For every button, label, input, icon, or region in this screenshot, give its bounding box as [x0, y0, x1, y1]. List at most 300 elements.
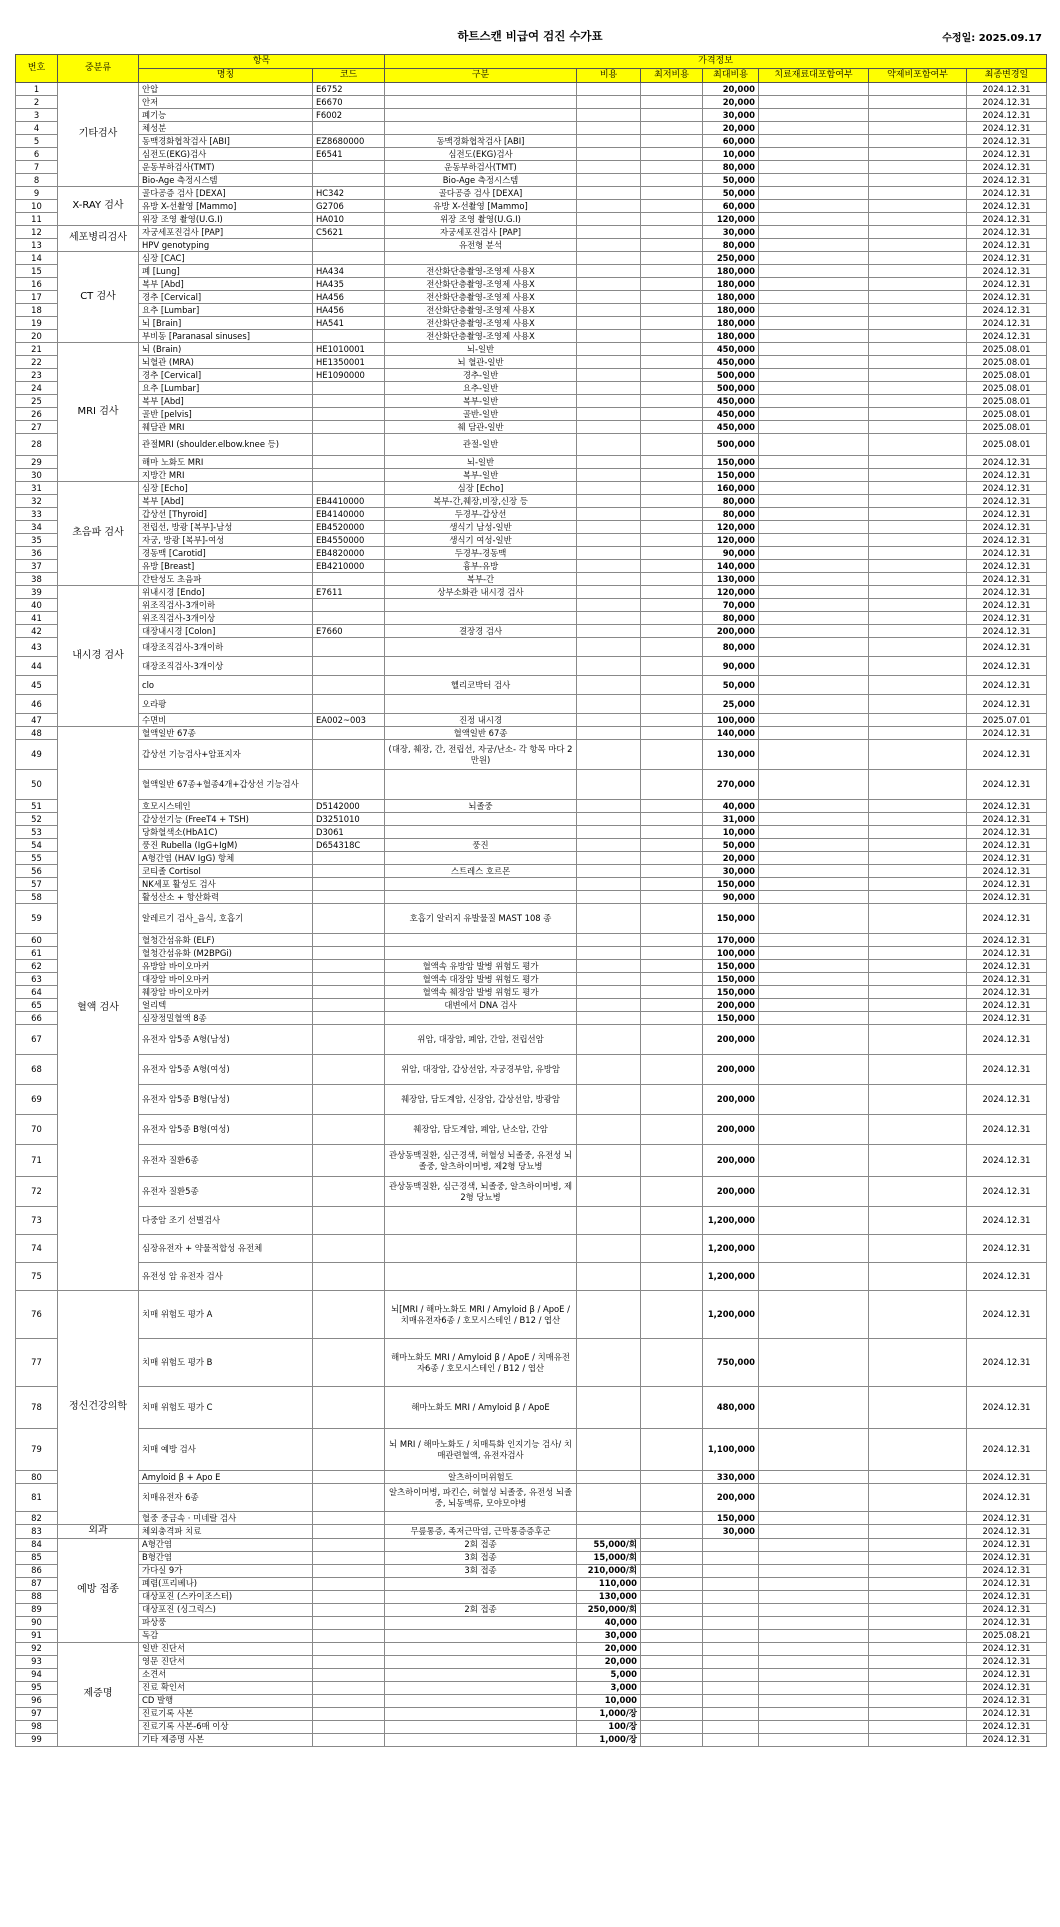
cell-division: 전산화단층촬영-조영제 사용X — [385, 278, 577, 291]
cell-max-cost: 200,000 — [703, 999, 759, 1012]
cell-code — [313, 122, 385, 135]
table-row — [16, 1512, 1047, 1525]
cell-last-changed: 2024.12.31 — [967, 852, 1047, 865]
cell-max-cost: 140,000 — [703, 727, 759, 740]
cell-last-changed: 2024.12.31 — [967, 1145, 1047, 1177]
table-row — [16, 1616, 1047, 1629]
cell-drug-included — [869, 1616, 967, 1629]
cell-min-cost — [641, 599, 703, 612]
cell-max-cost: 120,000 — [703, 534, 759, 547]
cell-cost — [577, 482, 641, 495]
cell-division: 혈액속 췌장암 발병 위험도 평가 — [385, 986, 577, 999]
table-row — [16, 1055, 1047, 1085]
cell-last-changed: 2024.12.31 — [967, 770, 1047, 800]
cell-division: 3회 접종 — [385, 1564, 577, 1577]
cell-no: 40 — [16, 599, 58, 612]
cell-name: B형간염 — [139, 1551, 313, 1564]
table-row — [16, 226, 1047, 239]
cell-min-cost — [641, 638, 703, 657]
cell-code: EB4550000 — [313, 534, 385, 547]
cell-max-cost: 100,000 — [703, 714, 759, 727]
table-row — [16, 1085, 1047, 1115]
cell-code — [313, 934, 385, 947]
cell-code — [313, 1564, 385, 1577]
cell-material-included — [759, 1115, 869, 1145]
cell-max-cost: 150,000 — [703, 973, 759, 986]
cell-min-cost — [641, 547, 703, 560]
table-row — [16, 740, 1047, 770]
cell-min-cost — [641, 560, 703, 573]
table-row — [16, 1642, 1047, 1655]
cell-cost — [577, 508, 641, 521]
cell-code: HA010 — [313, 213, 385, 226]
cell-name: 골다공증 검사 [DEXA] — [139, 187, 313, 200]
cell-division: 진정 내시경 — [385, 714, 577, 727]
table-row — [16, 1429, 1047, 1471]
cell-min-cost — [641, 813, 703, 826]
cell-min-cost — [641, 148, 703, 161]
cell-min-cost — [641, 1577, 703, 1590]
cell-code: EA002~003 — [313, 714, 385, 727]
cell-name: 체성분 — [139, 122, 313, 135]
cell-cost — [577, 265, 641, 278]
revision-date: 수정일: 2025.09.17 — [942, 33, 1042, 44]
cell-max-cost: 80,000 — [703, 508, 759, 521]
cell-division — [385, 1012, 577, 1025]
cell-cost — [577, 947, 641, 960]
cell-cost — [577, 135, 641, 148]
cell-cost — [577, 239, 641, 252]
cell-code: EB4140000 — [313, 508, 385, 521]
table-row — [16, 878, 1047, 891]
cell-no: 16 — [16, 278, 58, 291]
table-row — [16, 1235, 1047, 1263]
cell-cost: 10,000 — [577, 1694, 641, 1707]
cell-name: 경추 [Cervical] — [139, 291, 313, 304]
table-row — [16, 1629, 1047, 1642]
cell-name: 유방 X-선촬영 [Mammo] — [139, 200, 313, 213]
table-row — [16, 813, 1047, 826]
cell-division — [385, 1207, 577, 1235]
cell-drug-included — [869, 148, 967, 161]
cell-drug-included — [869, 534, 967, 547]
cell-no: 45 — [16, 676, 58, 695]
cell-material-included — [759, 252, 869, 265]
cell-cost — [577, 1055, 641, 1085]
col-price-group: 가격정보 — [385, 55, 1047, 69]
cell-max-cost — [703, 1733, 759, 1746]
cell-last-changed: 2024.12.31 — [967, 1207, 1047, 1235]
cell-last-changed: 2024.12.31 — [967, 96, 1047, 109]
cell-name: 치매 위험도 평가 C — [139, 1387, 313, 1429]
cell-code — [313, 174, 385, 187]
cell-no: 76 — [16, 1291, 58, 1339]
cell-no: 8 — [16, 174, 58, 187]
cell-max-cost: 180,000 — [703, 317, 759, 330]
cell-material-included — [759, 612, 869, 625]
cell-drug-included — [869, 421, 967, 434]
cell-category: 정신건강의학 — [58, 1291, 139, 1525]
cell-drug-included — [869, 1055, 967, 1085]
cell-cost: 1,000/장 — [577, 1707, 641, 1720]
cell-max-cost — [703, 1668, 759, 1681]
cell-no: 75 — [16, 1263, 58, 1291]
cell-division: (대장, 췌장, 간, 전립선, 자궁/난소- 각 항목 마다 2만원) — [385, 740, 577, 770]
table-row — [16, 1525, 1047, 1539]
cell-no: 64 — [16, 986, 58, 999]
cell-division: 심장 [Echo] — [385, 482, 577, 495]
cell-min-cost — [641, 421, 703, 434]
cell-cost — [577, 304, 641, 317]
cell-division: 무릎통증, 족저근막염, 근막통증증후군 — [385, 1525, 577, 1539]
cell-max-cost: 200,000 — [703, 1085, 759, 1115]
cell-drug-included — [869, 356, 967, 369]
cell-code: EZ8680000 — [313, 135, 385, 148]
cell-drug-included — [869, 1207, 967, 1235]
table-row — [16, 317, 1047, 330]
cell-name: 위조직검사-3개이상 — [139, 612, 313, 625]
cell-code: D654318C — [313, 839, 385, 852]
cell-material-included — [759, 1471, 869, 1484]
cell-min-cost — [641, 343, 703, 356]
cell-last-changed: 2024.12.31 — [967, 1263, 1047, 1291]
cell-code: HE1350001 — [313, 356, 385, 369]
cell-max-cost: 180,000 — [703, 330, 759, 343]
cell-name: 운동부하검사(TMT) — [139, 161, 313, 174]
cell-name: 독감 — [139, 1629, 313, 1642]
cell-cost — [577, 839, 641, 852]
cell-no: 36 — [16, 547, 58, 560]
cell-min-cost — [641, 83, 703, 96]
cell-cost — [577, 456, 641, 469]
cell-material-included — [759, 135, 869, 148]
cell-drug-included — [869, 1668, 967, 1681]
cell-material-included — [759, 508, 869, 521]
cell-last-changed: 2024.12.31 — [967, 226, 1047, 239]
cell-name: 뇌혈관 (MRA) — [139, 356, 313, 369]
cell-cost: 55,000/회 — [577, 1538, 641, 1551]
cell-max-cost: 500,000 — [703, 434, 759, 456]
cell-last-changed: 2024.12.31 — [967, 83, 1047, 96]
cell-min-cost — [641, 356, 703, 369]
cell-code — [313, 1387, 385, 1429]
cell-material-included — [759, 657, 869, 676]
cell-cost — [577, 714, 641, 727]
cell-last-changed: 2024.12.31 — [967, 586, 1047, 599]
cell-division: 알츠하이머병, 파킨슨, 허혈성 뇌졸중, 유전성 뇌졸중, 뇌동맥류, 모야모야병 — [385, 1484, 577, 1512]
cell-name: 대장암 바이오마커 — [139, 973, 313, 986]
cell-material-included — [759, 122, 869, 135]
cell-max-cost: 25,000 — [703, 695, 759, 714]
cell-division — [385, 1577, 577, 1590]
cell-min-cost — [641, 1055, 703, 1085]
cell-min-cost — [641, 495, 703, 508]
cell-drug-included — [869, 434, 967, 456]
cell-max-cost — [703, 1655, 759, 1668]
cell-name: 전립선, 방광 [복부]-남성 — [139, 521, 313, 534]
cell-last-changed: 2024.12.31 — [967, 934, 1047, 947]
cell-division: 혈액일반 67종 — [385, 727, 577, 740]
cell-name: 동맥경화협착검사 [ABI] — [139, 135, 313, 148]
cell-cost — [577, 612, 641, 625]
cell-drug-included — [869, 695, 967, 714]
cell-no: 85 — [16, 1551, 58, 1564]
cell-no: 89 — [16, 1603, 58, 1616]
cell-drug-included — [869, 904, 967, 934]
cell-last-changed: 2024.12.31 — [967, 1590, 1047, 1603]
table-row — [16, 657, 1047, 676]
cell-no: 52 — [16, 813, 58, 826]
cell-material-included — [759, 343, 869, 356]
cell-min-cost — [641, 1681, 703, 1694]
cell-cost — [577, 534, 641, 547]
cell-name: CD 발행 — [139, 1694, 313, 1707]
cell-division — [385, 599, 577, 612]
cell-code — [313, 1115, 385, 1145]
cell-division: 뇌졸중 — [385, 800, 577, 813]
cell-name: 췌장암 바이오마커 — [139, 986, 313, 999]
cell-min-cost — [641, 122, 703, 135]
cell-max-cost: 130,000 — [703, 740, 759, 770]
cell-category: MRI 검사 — [58, 343, 139, 482]
cell-cost — [577, 1387, 641, 1429]
cell-last-changed: 2024.12.31 — [967, 813, 1047, 826]
cell-cost — [577, 1115, 641, 1145]
cell-code — [313, 1616, 385, 1629]
table-row — [16, 1603, 1047, 1616]
cell-material-included — [759, 1525, 869, 1539]
cell-drug-included — [869, 174, 967, 187]
table-row — [16, 200, 1047, 213]
cell-no: 66 — [16, 1012, 58, 1025]
cell-material-included — [759, 934, 869, 947]
cell-no: 93 — [16, 1655, 58, 1668]
cell-max-cost: 30,000 — [703, 109, 759, 122]
cell-division — [385, 695, 577, 714]
cell-division — [385, 878, 577, 891]
cell-name: 코티졸 Cortisol — [139, 865, 313, 878]
cell-no: 20 — [16, 330, 58, 343]
cell-division: 스트레스 호르몬 — [385, 865, 577, 878]
cell-no: 18 — [16, 304, 58, 317]
table-row — [16, 96, 1047, 109]
cell-division: 전산화단층촬영-조영제 사용X — [385, 304, 577, 317]
cell-no: 72 — [16, 1177, 58, 1207]
table-row — [16, 612, 1047, 625]
cell-last-changed: 2024.12.31 — [967, 109, 1047, 122]
cell-min-cost — [641, 469, 703, 482]
cell-name: 오라팡 — [139, 695, 313, 714]
cell-material-included — [759, 395, 869, 408]
cell-division — [385, 1590, 577, 1603]
document-title: 하트스캔 비급여 검진 수가표 — [457, 29, 603, 43]
cell-max-cost: 150,000 — [703, 456, 759, 469]
cell-name: 대장조직검사-3개이상 — [139, 657, 313, 676]
cell-last-changed: 2024.12.31 — [967, 986, 1047, 999]
cell-no: 2 — [16, 96, 58, 109]
cell-max-cost: 50,000 — [703, 187, 759, 200]
cell-last-changed: 2025.08.01 — [967, 382, 1047, 395]
cell-min-cost — [641, 1145, 703, 1177]
cell-material-included — [759, 456, 869, 469]
cell-cost: 3,000 — [577, 1681, 641, 1694]
cell-no: 5 — [16, 135, 58, 148]
cell-max-cost: 150,000 — [703, 960, 759, 973]
cell-division — [385, 657, 577, 676]
cell-max-cost: 1,200,000 — [703, 1291, 759, 1339]
cell-drug-included — [869, 612, 967, 625]
cell-division — [385, 770, 577, 800]
cell-code — [313, 986, 385, 999]
cell-no: 26 — [16, 408, 58, 421]
cell-material-included — [759, 1564, 869, 1577]
cell-cost: 30,000 — [577, 1629, 641, 1642]
cell-division — [385, 1655, 577, 1668]
cell-code — [313, 638, 385, 657]
cell-material-included — [759, 986, 869, 999]
cell-name: 심장 [CAC] — [139, 252, 313, 265]
cell-division — [385, 1263, 577, 1291]
cell-min-cost — [641, 586, 703, 599]
cell-min-cost — [641, 1012, 703, 1025]
cell-no: 99 — [16, 1733, 58, 1746]
table-row — [16, 395, 1047, 408]
cell-no: 96 — [16, 1694, 58, 1707]
cell-max-cost: 150,000 — [703, 469, 759, 482]
cell-cost — [577, 1339, 641, 1387]
cell-min-cost — [641, 96, 703, 109]
cell-cost — [577, 1429, 641, 1471]
cell-last-changed: 2024.12.31 — [967, 330, 1047, 343]
cell-no: 1 — [16, 83, 58, 96]
cell-max-cost — [703, 1720, 759, 1733]
cell-max-cost: 120,000 — [703, 213, 759, 226]
cell-name: 체외충격파 치료 — [139, 1525, 313, 1539]
cell-code — [313, 1538, 385, 1551]
cell-cost — [577, 657, 641, 676]
cell-code — [313, 434, 385, 456]
table-row — [16, 174, 1047, 187]
cell-name: 골반 [pelvis] — [139, 408, 313, 421]
cell-drug-included — [869, 1694, 967, 1707]
cell-code: D5142000 — [313, 800, 385, 813]
cell-cost — [577, 252, 641, 265]
table-row — [16, 265, 1047, 278]
cell-cost — [577, 495, 641, 508]
cell-min-cost — [641, 999, 703, 1012]
cell-material-included — [759, 1603, 869, 1616]
cell-division — [385, 813, 577, 826]
cell-material-included — [759, 521, 869, 534]
cell-no: 84 — [16, 1538, 58, 1551]
cell-max-cost: 200,000 — [703, 625, 759, 638]
cell-min-cost — [641, 226, 703, 239]
cell-division: 결장경 검사 — [385, 625, 577, 638]
cell-drug-included — [869, 586, 967, 599]
table-row — [16, 586, 1047, 599]
cell-name: 심전도(EKG)검사 — [139, 148, 313, 161]
cell-drug-included — [869, 852, 967, 865]
table-row — [16, 252, 1047, 265]
table-row — [16, 560, 1047, 573]
cell-last-changed: 2024.12.31 — [967, 278, 1047, 291]
cell-max-cost: 200,000 — [703, 1177, 759, 1207]
cell-drug-included — [869, 770, 967, 800]
cell-min-cost — [641, 521, 703, 534]
cell-drug-included — [869, 265, 967, 278]
table-row — [16, 1681, 1047, 1694]
cell-no: 17 — [16, 291, 58, 304]
table-row — [16, 599, 1047, 612]
cell-min-cost — [641, 135, 703, 148]
cell-cost — [577, 226, 641, 239]
cell-name: 진료 확인서 — [139, 1681, 313, 1694]
cell-code — [313, 599, 385, 612]
cell-material-included — [759, 495, 869, 508]
cell-code — [313, 421, 385, 434]
table-row — [16, 960, 1047, 973]
col-item-group: 항목 — [139, 55, 385, 69]
cell-last-changed: 2024.12.31 — [967, 904, 1047, 934]
cell-division: 해마노화도 MRI / Amyloid β / ApoE / 치매유전자6종 / 호모시스테인 / B12 / 엽산 — [385, 1339, 577, 1387]
cell-max-cost: 40,000 — [703, 800, 759, 813]
table-row — [16, 495, 1047, 508]
cell-name: 갑상선 [Thyroid] — [139, 508, 313, 521]
cell-code — [313, 878, 385, 891]
cell-cost — [577, 560, 641, 573]
cell-drug-included — [869, 1471, 967, 1484]
cell-drug-included — [869, 1642, 967, 1655]
cell-no: 38 — [16, 573, 58, 586]
cell-code — [313, 1590, 385, 1603]
cell-min-cost — [641, 826, 703, 839]
cell-division — [385, 1642, 577, 1655]
cell-cost — [577, 330, 641, 343]
cell-code — [313, 891, 385, 904]
cell-max-cost: 30,000 — [703, 226, 759, 239]
cell-category: 초음파 검사 — [58, 482, 139, 586]
cell-name: 혈액일반 67종+혈종4개+갑상선 기능검사 — [139, 770, 313, 800]
cell-division: 췌장암, 담도계암, 신장암, 갑상선암, 방광암 — [385, 1085, 577, 1115]
cell-material-included — [759, 947, 869, 960]
cell-code — [313, 1339, 385, 1387]
cell-no: 59 — [16, 904, 58, 934]
cell-min-cost — [641, 573, 703, 586]
cell-last-changed: 2024.12.31 — [967, 200, 1047, 213]
cell-name: 지방간 MRI — [139, 469, 313, 482]
cell-drug-included — [869, 813, 967, 826]
cell-drug-included — [869, 1387, 967, 1429]
cell-max-cost: 80,000 — [703, 239, 759, 252]
cell-code — [313, 1551, 385, 1564]
cell-no: 6 — [16, 148, 58, 161]
cell-cost — [577, 891, 641, 904]
cell-material-included — [759, 482, 869, 495]
cell-cost — [577, 317, 641, 330]
cell-cost — [577, 1291, 641, 1339]
cell-division: 관상동맥질환, 심근경색, 뇌졸중, 알츠하이머병, 제2형 당뇨병 — [385, 1177, 577, 1207]
table-row — [16, 1145, 1047, 1177]
cell-code — [313, 676, 385, 695]
cell-cost — [577, 148, 641, 161]
cell-no: 81 — [16, 1484, 58, 1512]
cell-code — [313, 1525, 385, 1539]
cell-material-included — [759, 727, 869, 740]
cell-max-cost: 90,000 — [703, 547, 759, 560]
cell-last-changed: 2024.12.31 — [967, 469, 1047, 482]
cell-last-changed: 2025.08.01 — [967, 343, 1047, 356]
cell-name: 유전자 암5종 B형(남성) — [139, 1085, 313, 1115]
